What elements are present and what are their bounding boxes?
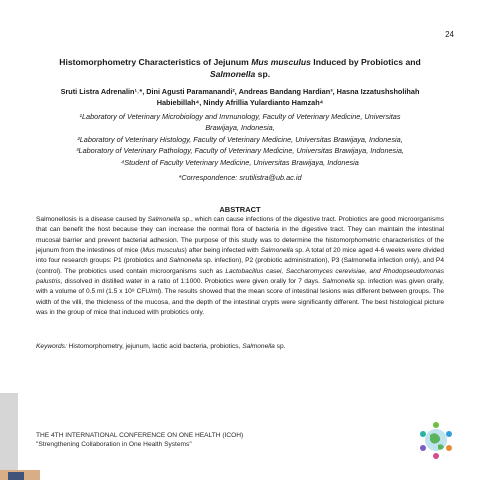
abstract-italic: Salmonella [147, 216, 181, 223]
decorative-bar [8, 472, 24, 480]
page-number: 24 [445, 30, 454, 39]
abstract-text: sp. infection was given orally, with a volume of 0.5 ml (1.5 x 10⁸ CFU/ml). The results showed that the mean score of intestinal lesions was different between groups. The width of the villi, the thickness of the mucosa, and the depth of the intestinal crypts were significantly different. The best histological picture was in the group of mice that induced with probiotics only. [36, 278, 444, 317]
author-line: Sruti Listra Adrenalin¹˒*, Dini Agusti Paramanandi², Andreas Bandang Hardian³, Hasna Izzatushsholihah [60, 87, 420, 96]
abstract-heading: ABSTRACT [219, 205, 261, 214]
affiliation-line: ¹Laboratory of Veterinary Microbiology and Immunology, Faculty of Veterinary Medicine, Universitas [79, 112, 401, 121]
paper-title [40, 56, 440, 80]
abstract-text: sp. A total of 20 mice aged 4-6 weeks were divided into four research groups: P1 (probiotics and [36, 247, 444, 265]
abstract-italic: Salmonella [169, 257, 202, 265]
conference-footer [36, 431, 336, 449]
abstract-text: ) after being infected with [184, 247, 261, 255]
decorative-bar [0, 393, 18, 480]
globe-people-logo-icon [418, 420, 454, 460]
keywords-text: Histomorphometry, jejunum, lactic acid bacteria, probiotics, [66, 343, 243, 350]
abstract-text: sp. infection), P2 (probiotic administration), P3 (Salmonella infection only), and P4 (control). The probiotics used contain microorganisms such as [36, 257, 444, 275]
title-organism: Salmonella [209, 69, 256, 79]
keywords-label: Keywords: [36, 343, 67, 350]
abstract-text: Salmonellosis is a disease caused by [36, 216, 148, 223]
affiliation-line: ²Laboratory of Veterinary Histology, Faculty of Veterinary Medicine, Universitas Brawijaya, Indonesia, [77, 134, 403, 144]
conference-name: THE 4TH INTERNATIONAL CONFERENCE ON ONE HEALTH (ICOH) [36, 432, 244, 439]
affiliation-list [28, 111, 452, 168]
title-part: Induced by Probiotics and [310, 57, 421, 67]
title-part: Histomorphometry Characteristics of Jejunum [59, 57, 252, 67]
author-line: Habiebillah⁴, Nindy Afrillia Yulardianto Hamzah⁴ [156, 98, 324, 108]
abstract-italic: Salmonella [322, 278, 355, 286]
abstract-italic: Salmonella [260, 247, 294, 255]
keywords-italic: Salmonella [242, 343, 275, 350]
abstract-text: sp., which can cause infections of the digestive tract. Probiotics are good microorganisms that can benefit the host because they can increase the normal flora of bacteria in the digestive tract. They can maintain the intestinal mucosal barrier and prevent bacterial adhesion. The purpose of this study was to determine the histomorphometric characteristics of the jejunum from the intestines of mice ( [36, 216, 444, 255]
title-part: sp. [255, 69, 271, 79]
keywords [36, 342, 444, 352]
affiliation-line: ⁴Student of Faculty Veterinary Medicine, Universitas Brawijaya, Indonesia [121, 157, 359, 167]
abstract-italic: Lactobacillus casei, Saccharomyces cerevisiae, and Rhodopseudomonas palustris [36, 267, 444, 286]
title-species: Mus musculus [251, 57, 311, 67]
conference-theme: "Strengthening Collaboration in One Health Systems" [36, 441, 192, 448]
abstract-body [36, 215, 444, 318]
author-list [28, 86, 452, 109]
affiliation-line: ³Laboratory of Veterinary Pathology, Faculty of Veterinary Medicine, Universitas Brawijaya, Indonesia, [76, 146, 404, 156]
affiliation-line: Brawijaya, Indonesia, [205, 123, 275, 133]
keywords-text: sp. [274, 343, 286, 350]
abstract-text: , dissolved in distilled water in a ratio of 1:1000. Probiotics were given orally for 7 days. [60, 278, 323, 286]
abstract-italic: Mus musculus [142, 247, 185, 255]
correspondence-email: *Correspondence: srutilistra@ub.ac.id [178, 173, 302, 182]
